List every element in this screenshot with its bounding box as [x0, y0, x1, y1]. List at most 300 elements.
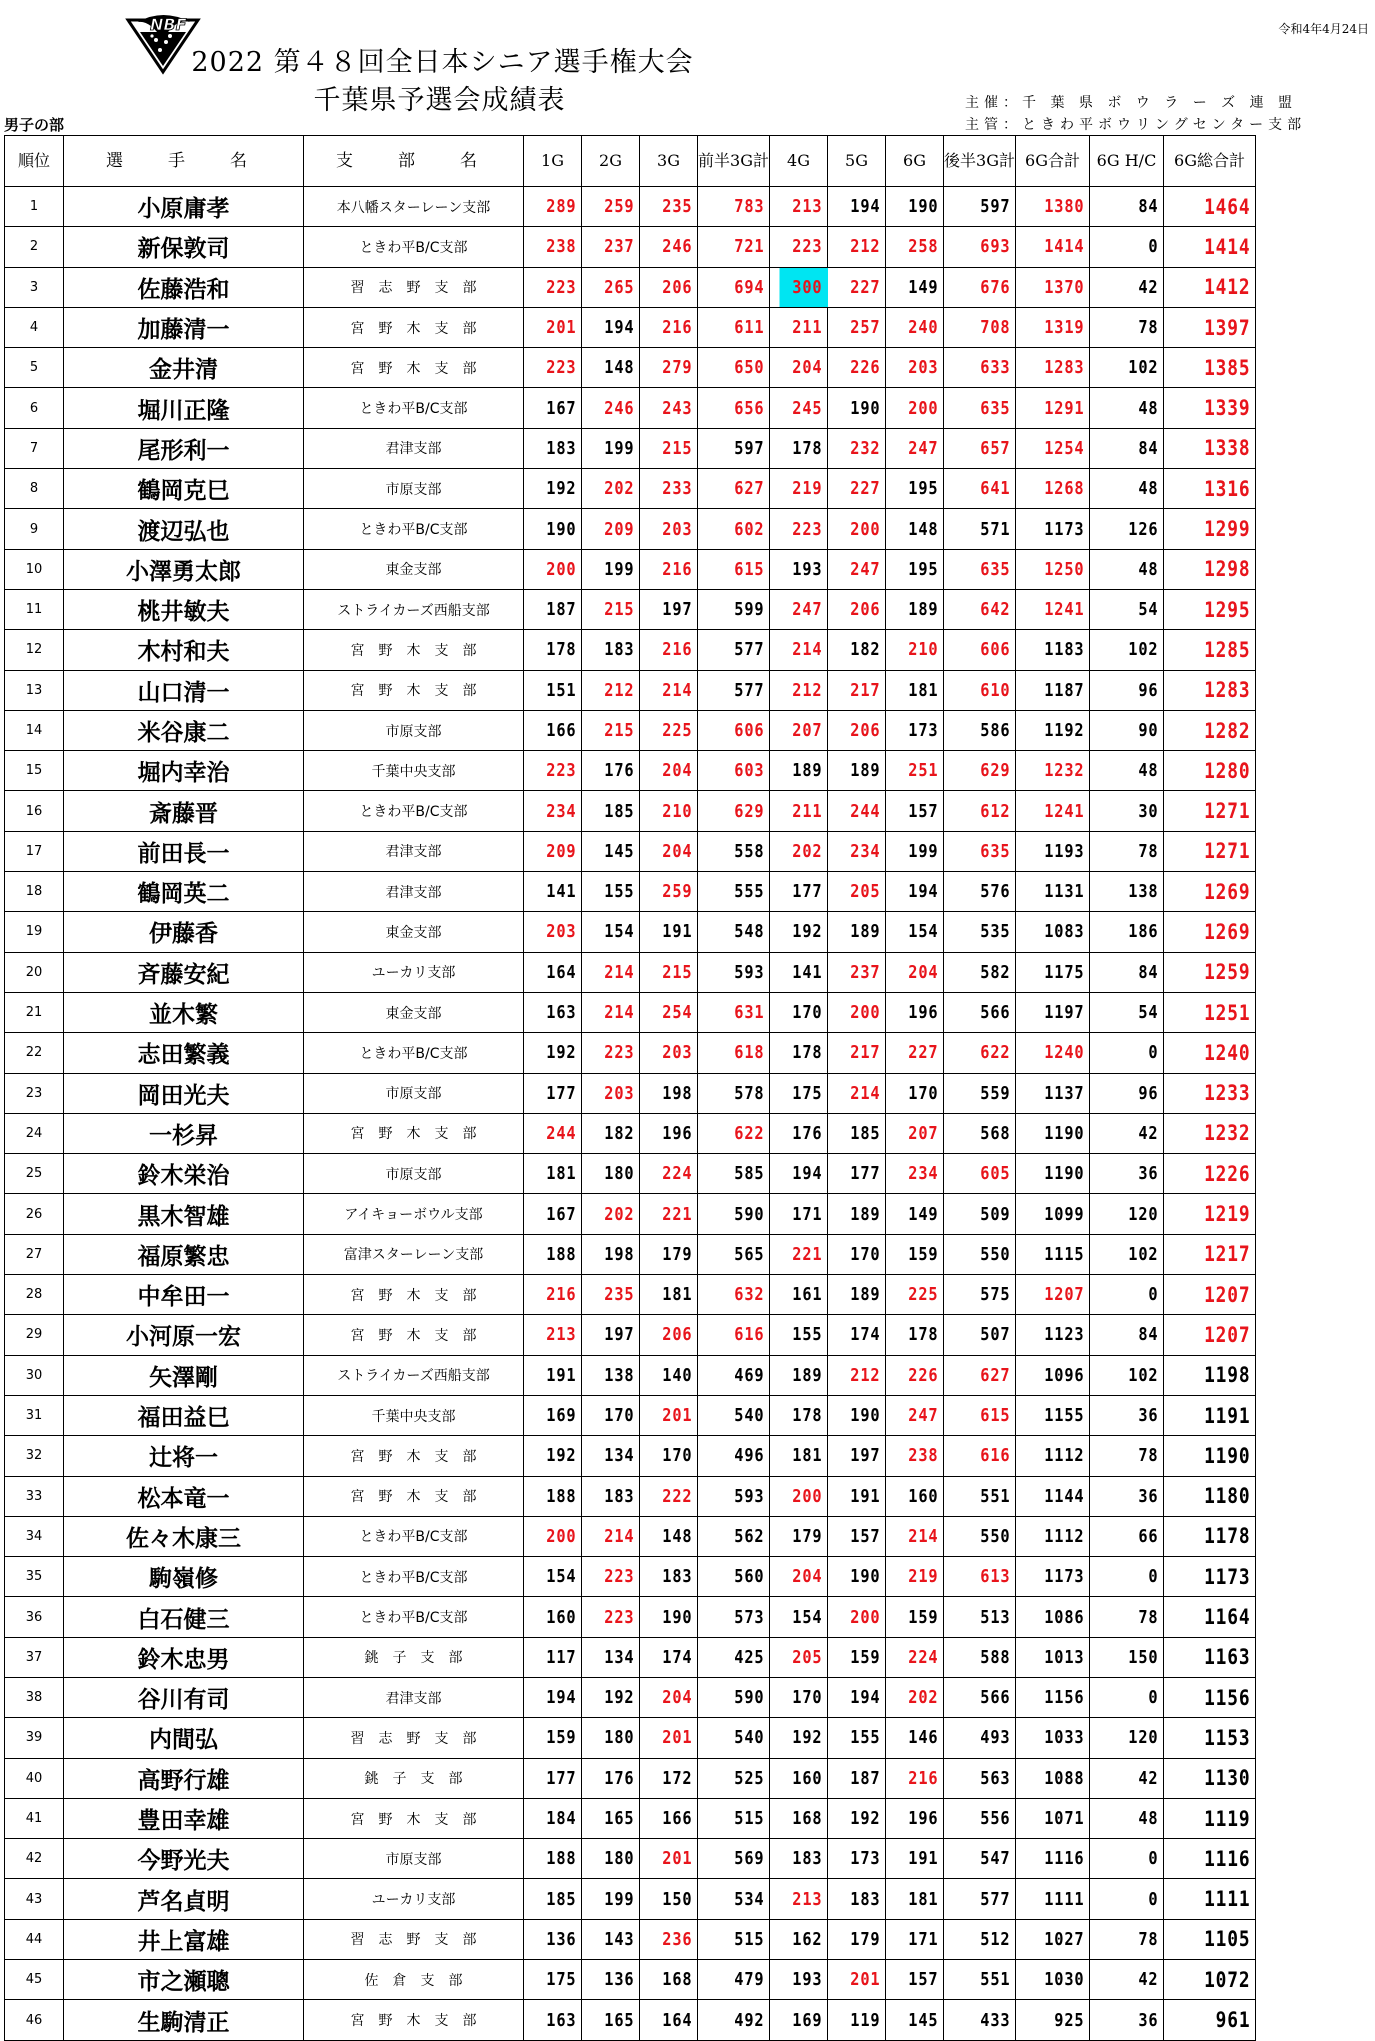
score-cell: 192 — [532, 1033, 581, 1073]
score-cell: 1105 — [1177, 1919, 1255, 1959]
rank-cell: 45 — [5, 1960, 64, 2000]
score-cell: 206 — [648, 1315, 697, 1355]
score-cell: 566 — [954, 1677, 1015, 1717]
table-row — [5, 872, 1256, 912]
score-cell: 161 — [778, 1275, 827, 1315]
score-cell: 219 — [894, 1557, 943, 1597]
player-name-cell: 鶴岡克巳 — [64, 469, 304, 509]
score-cell: 1071 — [1027, 1798, 1090, 1838]
score-cell: 223 — [778, 227, 827, 267]
score-cell: 201 — [836, 1960, 885, 2000]
score-cell: 202 — [778, 831, 827, 871]
score-cell: 188 — [532, 1839, 581, 1879]
score-cell: 226 — [836, 348, 885, 388]
score-cell: 192 — [778, 912, 827, 952]
score-cell: 205 — [778, 1637, 827, 1677]
score-cell: 612 — [954, 791, 1015, 831]
score-cell: 203 — [590, 1073, 639, 1113]
score-cell: 1112 — [1027, 1436, 1090, 1476]
score-cell: 200 — [532, 549, 581, 589]
score-cell: 1241 — [1027, 589, 1090, 629]
branch-cell: 千葉中央支部 — [304, 1395, 524, 1435]
score-cell: 194 — [532, 1677, 581, 1717]
player-name-cell: 福原繁忠 — [64, 1234, 304, 1274]
rank-cell: 20 — [5, 952, 64, 992]
score-cell: 189 — [836, 1194, 885, 1234]
rank-cell: 23 — [5, 1073, 64, 1113]
score-cell: 1173 — [1027, 509, 1090, 549]
score-cell: 223 — [532, 751, 581, 791]
score-cell: 237 — [590, 227, 639, 267]
score-cell: 211 — [778, 791, 827, 831]
svg-text:NBF: NBF — [150, 15, 187, 34]
table-row — [5, 1798, 1256, 1838]
score-cell: 622 — [708, 1113, 769, 1153]
score-cell: 234 — [894, 1154, 943, 1194]
score-cell: 496 — [708, 1436, 769, 1476]
score-cell: 641 — [954, 469, 1015, 509]
score-cell: 185 — [836, 1113, 885, 1153]
score-cell: 42 — [1101, 1960, 1164, 2000]
score-cell: 556 — [954, 1798, 1015, 1838]
score-cell: 603 — [708, 751, 769, 791]
score-cell: 212 — [778, 670, 827, 710]
score-cell: 209 — [532, 831, 581, 871]
player-name-cell: 米谷康二 — [64, 710, 304, 750]
score-cell: 179 — [778, 1516, 827, 1556]
rank-cell: 37 — [5, 1637, 64, 1677]
score-cell: 207 — [778, 710, 827, 750]
score-cell: 512 — [954, 1919, 1015, 1959]
score-cell: 469 — [708, 1355, 769, 1395]
score-cell: 204 — [778, 1557, 827, 1597]
score-cell: 1155 — [1027, 1395, 1090, 1435]
table-row — [5, 1395, 1256, 1435]
score-cell: 233 — [648, 469, 697, 509]
score-cell: 216 — [648, 307, 697, 347]
table-row — [5, 992, 1256, 1032]
score-cell: 175 — [778, 1073, 827, 1113]
manager-text: 主管：ときわ平ボウリングセンター支部 — [965, 117, 1307, 133]
score-cell: 1282 — [1177, 710, 1255, 750]
score-cell: 558 — [708, 831, 769, 871]
score-cell: 565 — [708, 1234, 769, 1274]
score-cell: 1190 — [1027, 1154, 1090, 1194]
player-name-cell: 福田益巳 — [64, 1395, 304, 1435]
score-cell: 1412 — [1177, 267, 1255, 307]
score-cell: 1370 — [1027, 267, 1090, 307]
player-name-cell: 加藤清一 — [64, 307, 304, 347]
score-cell: 181 — [894, 670, 943, 710]
score-cell: 216 — [648, 549, 697, 589]
score-cell: 226 — [894, 1355, 943, 1395]
score-cell: 201 — [648, 1395, 697, 1435]
score-cell: 507 — [954, 1315, 1015, 1355]
table-row — [5, 1436, 1256, 1476]
score-cell: 216 — [648, 630, 697, 670]
score-cell: 134 — [590, 1436, 639, 1476]
score-cell: 170 — [778, 992, 827, 1032]
score-cell: 244 — [836, 791, 885, 831]
table-row — [5, 831, 1256, 871]
score-cell: 181 — [778, 1436, 827, 1476]
col-g3: 3G — [640, 136, 698, 187]
score-cell: 1226 — [1177, 1154, 1255, 1194]
score-cell: 154 — [894, 912, 943, 952]
score-cell: 629 — [954, 751, 1015, 791]
table-row — [5, 187, 1256, 227]
score-cell: 1156 — [1177, 1677, 1255, 1717]
score-cell: 0 — [1101, 1557, 1164, 1597]
score-cell: 193 — [778, 1960, 827, 2000]
table-row — [5, 1758, 1256, 1798]
score-cell: 1027 — [1027, 1919, 1090, 1959]
score-cell: 560 — [708, 1557, 769, 1597]
score-cell: 171 — [894, 1919, 943, 1959]
score-cell: 515 — [708, 1919, 769, 1959]
score-cell: 174 — [836, 1315, 885, 1355]
rank-cell: 32 — [5, 1436, 64, 1476]
table-row — [5, 428, 1256, 468]
score-cell: 578 — [708, 1073, 769, 1113]
score-cell: 173 — [894, 710, 943, 750]
score-cell: 1164 — [1177, 1597, 1255, 1637]
score-cell: 214 — [836, 1073, 885, 1113]
score-cell: 1285 — [1177, 630, 1255, 670]
score-cell: 1130 — [1177, 1758, 1255, 1798]
col-6g-total: 6G合計 — [1016, 136, 1090, 187]
score-cell: 1233 — [1177, 1073, 1255, 1113]
table-row — [5, 1516, 1256, 1556]
rank-cell: 4 — [5, 307, 64, 347]
score-cell: 200 — [836, 1597, 885, 1637]
table-row — [5, 952, 1256, 992]
score-cell: 201 — [648, 1718, 697, 1758]
rank-cell: 39 — [5, 1718, 64, 1758]
score-cell: 183 — [590, 630, 639, 670]
score-cell: 599 — [708, 589, 769, 629]
score-cell: 1198 — [1177, 1355, 1255, 1395]
score-cell: 605 — [954, 1154, 1015, 1194]
table-row — [5, 710, 1256, 750]
score-cell: 203 — [648, 1033, 697, 1073]
score-cell: 120 — [1101, 1718, 1164, 1758]
score-cell: 1033 — [1027, 1718, 1090, 1758]
score-cell: 961 — [1177, 2000, 1255, 2040]
col-second-half: 後半3G計 — [944, 136, 1016, 187]
score-cell: 148 — [648, 1516, 697, 1556]
score-cell: 223 — [590, 1033, 639, 1073]
score-cell: 540 — [708, 1718, 769, 1758]
player-name-cell: 芦名貞明 — [64, 1879, 304, 1919]
score-cell: 216 — [894, 1758, 943, 1798]
score-cell: 190 — [836, 388, 885, 428]
score-cell: 1291 — [1027, 388, 1090, 428]
score-cell: 200 — [836, 992, 885, 1032]
score-cell: 1283 — [1177, 670, 1255, 710]
player-name-cell: 尾形利一 — [64, 428, 304, 468]
player-name-cell: 鈴木栄治 — [64, 1154, 304, 1194]
branch-cell: 習 志 野 支 部 — [304, 1718, 524, 1758]
score-cell: 203 — [532, 912, 581, 952]
player-name-cell: 岡田光夫 — [64, 1073, 304, 1113]
score-cell: 166 — [532, 710, 581, 750]
score-cell: 1385 — [1177, 348, 1255, 388]
rank-cell: 36 — [5, 1597, 64, 1637]
score-cell: 183 — [590, 1476, 639, 1516]
rank-cell: 40 — [5, 1758, 64, 1798]
score-cell: 160 — [894, 1476, 943, 1516]
score-cell: 212 — [836, 1355, 885, 1395]
table-row — [5, 1073, 1256, 1113]
score-cell: 257 — [836, 307, 885, 347]
score-cell: 251 — [894, 751, 943, 791]
score-cell: 196 — [894, 992, 943, 1032]
score-cell: 141 — [532, 872, 581, 912]
table-row — [5, 1879, 1256, 1919]
rank-cell: 28 — [5, 1275, 64, 1315]
score-cell: 606 — [954, 630, 1015, 670]
score-cell: 1250 — [1027, 549, 1090, 589]
score-cell: 195 — [894, 469, 943, 509]
rank-cell: 46 — [5, 2000, 64, 2040]
score-cell: 1254 — [1027, 428, 1090, 468]
score-cell: 211 — [778, 307, 827, 347]
rank-cell: 33 — [5, 1476, 64, 1516]
score-cell: 78 — [1101, 1436, 1164, 1476]
score-cell: 179 — [648, 1234, 697, 1274]
score-cell: 217 — [836, 1033, 885, 1073]
table-row — [5, 1557, 1256, 1597]
player-name-cell: 斎藤晋 — [64, 791, 304, 831]
score-cell: 1116 — [1177, 1839, 1255, 1879]
score-cell: 174 — [648, 1637, 697, 1677]
score-cell: 84 — [1101, 952, 1164, 992]
score-cell: 577 — [708, 630, 769, 670]
score-cell: 171 — [778, 1194, 827, 1234]
col-g4: 4G — [770, 136, 828, 187]
score-cell: 159 — [894, 1234, 943, 1274]
score-cell: 616 — [708, 1315, 769, 1355]
score-cell: 136 — [532, 1919, 581, 1959]
score-cell: 1137 — [1027, 1073, 1090, 1113]
branch-cell: 銚 子 支 部 — [304, 1637, 524, 1677]
score-cell: 117 — [532, 1637, 581, 1677]
score-cell: 650 — [708, 348, 769, 388]
branch-cell: ときわ平B/C支部 — [304, 388, 524, 428]
table-row — [5, 267, 1256, 307]
score-cell: 191 — [648, 912, 697, 952]
score-cell: 575 — [954, 1275, 1015, 1315]
score-cell: 102 — [1101, 1234, 1164, 1274]
score-cell: 154 — [778, 1597, 827, 1637]
rank-cell: 27 — [5, 1234, 64, 1274]
score-cell: 1013 — [1027, 1637, 1090, 1677]
player-name-cell: 堀川正隆 — [64, 388, 304, 428]
score-cell: 150 — [1101, 1637, 1164, 1677]
score-cell: 1268 — [1027, 469, 1090, 509]
score-cell: 168 — [778, 1798, 827, 1838]
score-cell: 177 — [532, 1758, 581, 1798]
score-cell: 178 — [894, 1315, 943, 1355]
table-row — [5, 2000, 1256, 2040]
score-cell: 210 — [894, 630, 943, 670]
player-name-cell: 生駒清正 — [64, 2000, 304, 2040]
score-cell: 189 — [836, 912, 885, 952]
score-cell: 611 — [708, 307, 769, 347]
score-cell: 425 — [708, 1637, 769, 1677]
table-row — [5, 227, 1256, 267]
score-cell: 562 — [708, 1516, 769, 1556]
score-cell: 36 — [1101, 1154, 1164, 1194]
score-cell: 265 — [590, 267, 639, 307]
table-row — [5, 1476, 1256, 1516]
branch-cell: 宮 野 木 支 部 — [304, 1275, 524, 1315]
score-cell: 234 — [836, 831, 885, 871]
rank-cell: 3 — [5, 267, 64, 307]
score-cell: 223 — [590, 1597, 639, 1637]
score-cell: 1111 — [1177, 1879, 1255, 1919]
score-cell: 196 — [648, 1113, 697, 1153]
col-hc: 6G H/C — [1090, 136, 1164, 187]
score-cell: 166 — [648, 1798, 697, 1838]
score-cell: 84 — [1101, 428, 1164, 468]
score-cell: 186 — [1101, 912, 1164, 952]
score-cell: 509 — [954, 1194, 1015, 1234]
score-cell: 177 — [532, 1073, 581, 1113]
score-cell: 515 — [708, 1798, 769, 1838]
branch-cell: 市原支部 — [304, 469, 524, 509]
score-cell: 163 — [532, 992, 581, 1032]
rank-cell: 12 — [5, 630, 64, 670]
score-cell: 170 — [778, 1677, 827, 1717]
score-cell: 165 — [590, 2000, 639, 2040]
score-cell: 237 — [836, 952, 885, 992]
score-cell: 196 — [894, 1798, 943, 1838]
score-cell: 1299 — [1177, 509, 1255, 549]
rank-cell: 10 — [5, 549, 64, 589]
rank-cell: 5 — [5, 348, 64, 388]
branch-cell: ときわ平B/C支部 — [304, 1033, 524, 1073]
player-name-cell: 金井清 — [64, 348, 304, 388]
score-cell: 1219 — [1177, 1194, 1255, 1234]
score-cell: 200 — [894, 388, 943, 428]
score-cell: 78 — [1101, 1597, 1164, 1637]
score-cell: 188 — [532, 1234, 581, 1274]
score-cell: 204 — [648, 831, 697, 871]
branch-cell: 千葉中央支部 — [304, 751, 524, 791]
score-cell: 199 — [590, 428, 639, 468]
branch-cell: 君津支部 — [304, 1677, 524, 1717]
score-cell: 134 — [590, 1637, 639, 1677]
score-cell: 176 — [590, 751, 639, 791]
score-cell: 656 — [708, 388, 769, 428]
document-subtitle: 千葉県予選会成績表 — [313, 85, 566, 116]
score-cell: 151 — [532, 670, 581, 710]
score-cell: 238 — [532, 227, 581, 267]
branch-cell: 君津支部 — [304, 872, 524, 912]
score-cell: 173 — [836, 1839, 885, 1879]
score-cell: 1283 — [1027, 348, 1090, 388]
branch-cell: 習 志 野 支 部 — [304, 1919, 524, 1959]
score-cell: 300 — [778, 267, 827, 307]
score-cell: 1192 — [1027, 710, 1090, 750]
score-cell: 189 — [894, 589, 943, 629]
score-cell: 1173 — [1177, 1557, 1255, 1597]
score-cell: 597 — [954, 187, 1015, 227]
branch-cell: 銚 子 支 部 — [304, 1758, 524, 1798]
score-cell: 48 — [1101, 388, 1164, 428]
rank-cell: 6 — [5, 388, 64, 428]
score-cell: 199 — [590, 549, 639, 589]
score-cell: 1099 — [1027, 1194, 1090, 1234]
score-cell: 138 — [590, 1355, 639, 1395]
score-cell: 1178 — [1177, 1516, 1255, 1556]
score-cell: 214 — [590, 1516, 639, 1556]
score-cell: 197 — [590, 1315, 639, 1355]
branch-cell: ユーカリ支部 — [304, 1879, 524, 1919]
score-cell: 163 — [532, 2000, 581, 2040]
score-cell: 195 — [894, 549, 943, 589]
score-cell: 615 — [708, 549, 769, 589]
score-cell: 1217 — [1177, 1234, 1255, 1274]
score-cell: 191 — [532, 1355, 581, 1395]
score-cell: 238 — [894, 1436, 943, 1476]
table-row — [5, 509, 1256, 549]
score-cell: 145 — [894, 2000, 943, 2040]
score-cell: 168 — [648, 1960, 697, 2000]
score-cell: 138 — [1101, 872, 1164, 912]
score-cell: 120 — [1101, 1194, 1164, 1234]
score-cell: 593 — [708, 1476, 769, 1516]
score-cell: 213 — [778, 187, 827, 227]
branch-cell: ストライカーズ西船支部 — [304, 1355, 524, 1395]
player-name-cell: 豊田幸雄 — [64, 1798, 304, 1838]
score-cell: 189 — [778, 751, 827, 791]
score-cell: 1183 — [1027, 630, 1090, 670]
score-cell: 631 — [708, 992, 769, 1032]
table-row — [5, 549, 1256, 589]
player-name-cell: 小原庸孝 — [64, 187, 304, 227]
score-cell: 207 — [894, 1113, 943, 1153]
branch-cell: ときわ平B/C支部 — [304, 227, 524, 267]
score-cell: 182 — [590, 1113, 639, 1153]
score-cell: 84 — [1101, 1315, 1164, 1355]
score-cell: 182 — [836, 630, 885, 670]
score-cell: 192 — [532, 1436, 581, 1476]
score-cell: 551 — [954, 1476, 1015, 1516]
score-cell: 177 — [778, 872, 827, 912]
score-cell: 136 — [590, 1960, 639, 2000]
player-name-cell: 桃井敏夫 — [64, 589, 304, 629]
score-cell: 170 — [894, 1073, 943, 1113]
score-cell: 534 — [708, 1879, 769, 1919]
score-cell: 190 — [836, 1557, 885, 1597]
score-cell: 221 — [778, 1234, 827, 1274]
score-cell: 227 — [836, 469, 885, 509]
col-first-half: 前半3G計 — [698, 136, 770, 187]
score-cell: 1207 — [1177, 1275, 1255, 1315]
table-row — [5, 630, 1256, 670]
table-row — [5, 751, 1256, 791]
score-cell: 170 — [836, 1234, 885, 1274]
score-cell: 1259 — [1177, 952, 1255, 992]
table-row — [5, 469, 1256, 509]
branch-cell: 宮 野 木 支 部 — [304, 630, 524, 670]
score-cell: 172 — [648, 1758, 697, 1798]
player-name-cell: 矢澤剛 — [64, 1355, 304, 1395]
score-cell: 213 — [778, 1879, 827, 1919]
